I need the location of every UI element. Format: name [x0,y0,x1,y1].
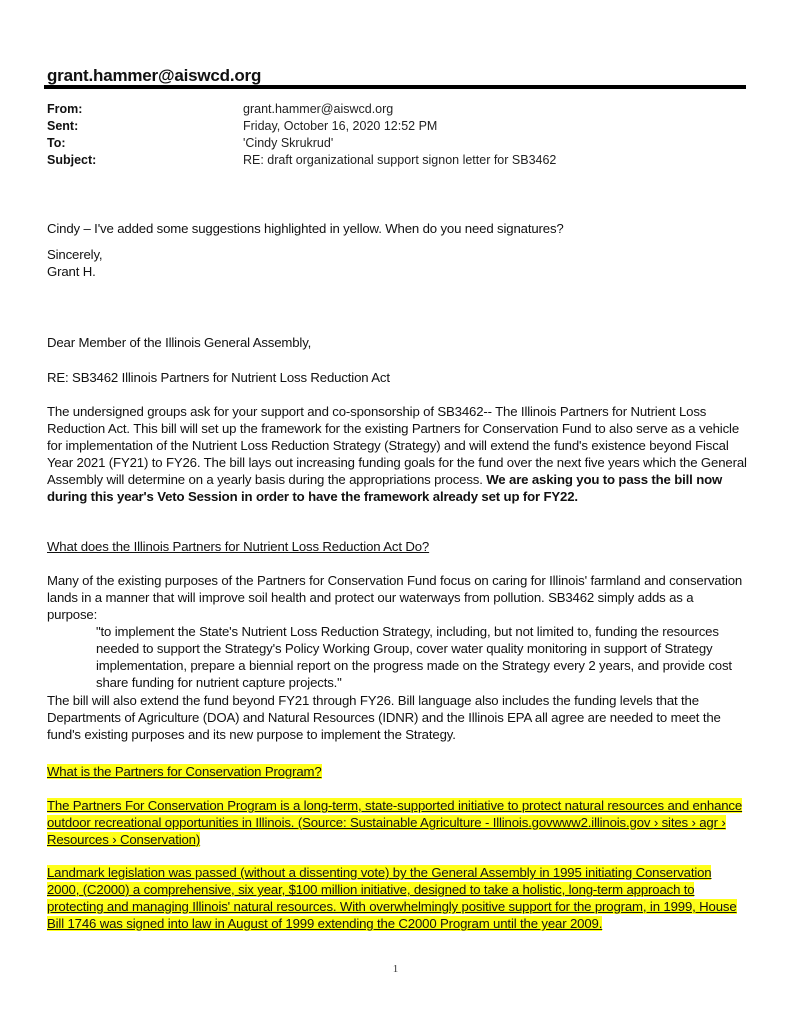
highlighted-program-text: The Partners For Conservation Program is a long-term, state-supported initiative to protect natural resources and enhance outdoor recreational opportunities in Illinois. (Source: Sustainable Agriculture - Illinois.govwww2.illinois.gov › sites › agr › Resources › Conservation) [47,798,743,847]
section-heading-what-does-act-do: What does the Illinois Partners for Nutrient Loss Reduction Act Do? [47,539,430,554]
email-closing: Sincerely, [47,247,103,262]
to-label: To: [47,136,66,150]
paragraph-intro-text: The undersigned groups ask for your support and co-sponsorship of SB3462-- The Illinois Partners for Nutrient Loss Reduction Act. This bill will set up the framework for the existing Partners for Conservation Fund to also serve as a vehicle for implementation of the Nutrient Loss Reduction Strategy (Strategy) and will extend the fund's existence beyond Fiscal Year 2021 (FY21) to FY26. The bill lays out increasing funding goals for the fund over the next five years which the General Assembly will determine on a yearly basis during the appropriations process. [47,404,747,487]
letter-quote-block: "to implement the State's Nutrient Loss Reduction Strategy, including, but not limited to, funding the resources needed to support the Strategy's Policy Working Group, cover water quality monitoring in support of Strategy implementation, prepare a biennial report on the progress made on the Strategy every 2 years, and provide cost share funding for nutrient capture projects." [96,624,732,690]
email-intro: Cindy – I've added some suggestions highlighted in yellow. When do you need signatures? [47,221,564,236]
letter-paragraph-landmark [47,864,747,932]
title-rule-divider [44,85,746,89]
sent-value: Friday, October 16, 2020 12:52 PM [243,119,438,133]
to-value: 'Cindy Skrukrud' [243,136,334,150]
highlighted-heading: What is the Partners for Conservation Program? [47,764,322,779]
sent-label: Sent: [47,119,79,133]
subject-value: RE: draft organizational support signon letter for SB3462 [243,153,557,167]
letter-paragraph-extension: The bill will also extend the fund beyond FY21 through FY26. Bill language also includes the funding levels that the Departments of Agriculture (DOA) and Natural Resources (IDNR) and the Illinois EPA all agree are needed to meet the fund's existing purposes and its new purpose to implement the Strategy. [47,693,721,742]
letter-paragraph-purposes: Many of the existing purposes of the Partners for Conservation Fund focus on caring for Illinois' farmland and conservation lands in a manner that will improve soil health and protect our waterways from pollution. SB3462 simply adds as a purpose: [47,573,743,622]
paragraph-intro-bold-request: We are asking you to pass the bill now during this year's Veto Session in order to have the framework already set up for FY22. [47,472,723,504]
page-number: 1 [392,963,399,975]
letter-re-line: RE: SB3462 Illinois Partners for Nutrient Loss Reduction Act [47,370,390,385]
email-signature: Grant H. [47,264,96,279]
email-title: grant.hammer@aiswcd.org [47,66,262,85]
letter-salutation: Dear Member of the Illinois General Assembly, [47,335,312,350]
from-label: From: [47,102,83,116]
section-heading-partners-program [47,763,747,780]
letter-paragraph-intro [47,403,747,505]
from-value: grant.hammer@aiswcd.org [243,102,394,116]
highlighted-landmark-text: Landmark legislation was passed (without a dissenting vote) by the General Assembly in 1995 initiating Conservation 2000, (C2000) a comprehensive, six year, $100 million initiative, designed to take a holistic, long-term approach to protecting and managing Illinois' natural resources. With overwhelmingly positive support for the program, in 1999, House Bill 1746 was signed into law in August of 1999 extending the C2000 Program until the year 2009. [47,865,737,931]
letter-paragraph-program [47,797,747,848]
subject-label: Subject: [47,153,97,167]
